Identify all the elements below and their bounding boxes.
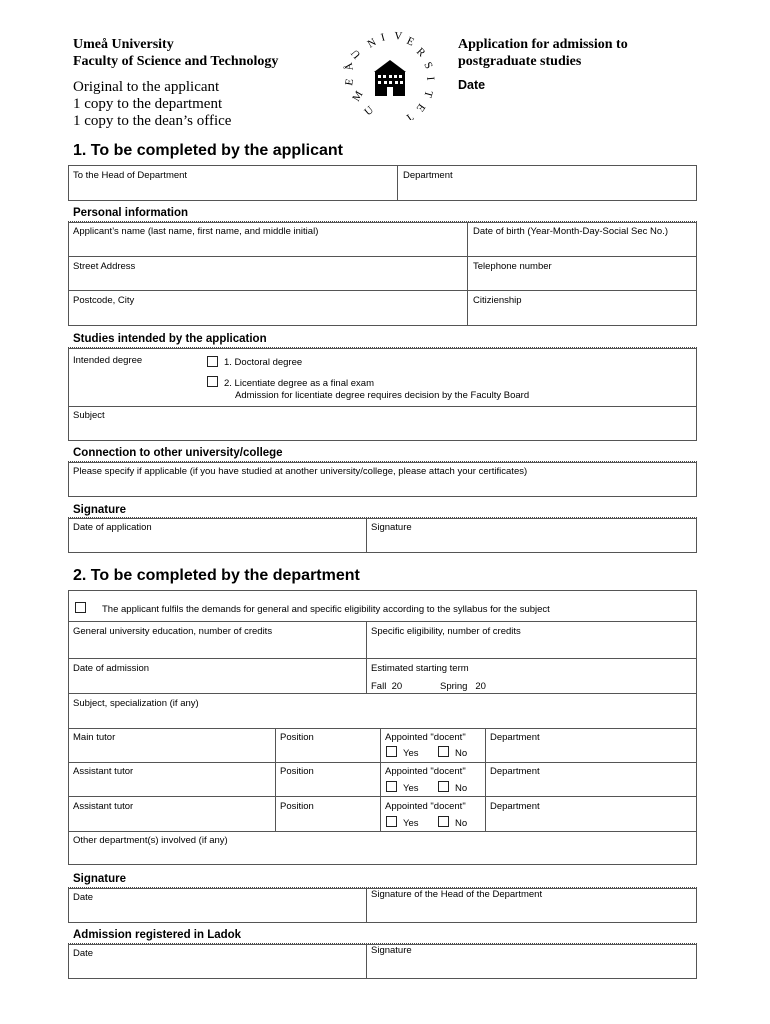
- eligibility-checkbox[interactable]: [75, 602, 86, 613]
- department-signature-title: Signature: [73, 873, 127, 885]
- seal-letter: N: [365, 36, 379, 51]
- specialization-field[interactable]: Subject, specialization (if any): [73, 698, 199, 709]
- department-field[interactable]: Department: [403, 170, 453, 181]
- head-signature-field[interactable]: Signature of the Head of the Department: [371, 889, 543, 900]
- studies-title: Studies intended by the application: [73, 333, 267, 345]
- docent-label: Appointed "docent": [385, 732, 466, 743]
- form-title-line-2: postgraduate studies: [458, 54, 582, 69]
- docent-no-label: No: [455, 748, 468, 759]
- faculty-name: Faculty of Science and Technology: [73, 54, 279, 69]
- docent-yes-checkbox[interactable]: [386, 781, 397, 792]
- section-2-title: 2. To be completed by the department: [73, 567, 360, 584]
- general-credits-field[interactable]: General university education, number of credits: [73, 626, 273, 637]
- telephone-field[interactable]: Telephone number: [473, 261, 552, 272]
- starting-term-label: Estimated starting term: [371, 663, 469, 674]
- tutor-department-field[interactable]: Department: [490, 801, 540, 812]
- seal-letter: R: [413, 45, 428, 60]
- seal-letter: U: [348, 46, 364, 61]
- specific-credits-field[interactable]: Specific eligibility, number of credits: [371, 626, 521, 637]
- citizenship-field[interactable]: Citizienship: [473, 295, 522, 306]
- postcode-city-field[interactable]: Postcode, City: [73, 295, 135, 306]
- intended-degree-label: Intended degree: [73, 355, 143, 366]
- seal-letter: T: [421, 89, 435, 99]
- spring-term-field[interactable]: Spring 20: [440, 681, 486, 692]
- section-1-title: 1. To be completed by the applicant: [73, 142, 343, 159]
- doctoral-degree-label: 1. Doctoral degree: [224, 357, 303, 368]
- licentiate-note: Admission for licentiate degree requires decision by the Faculty Board: [235, 390, 530, 401]
- other-departments-field[interactable]: Other department(s) involved (if any): [73, 835, 228, 846]
- personal-info-box: [68, 222, 697, 326]
- copy-line-1: Original to the applicant: [73, 79, 220, 95]
- docent-label: Appointed "docent": [385, 766, 466, 777]
- signature-title: Signature: [73, 504, 127, 516]
- subject-field[interactable]: Subject: [73, 410, 105, 421]
- university-name: Umeå University: [73, 37, 174, 52]
- date-of-admission-field[interactable]: Date of admission: [73, 663, 150, 674]
- seal-letter: Å: [342, 61, 356, 72]
- seal-letter: S: [421, 60, 435, 71]
- tutor-position-field[interactable]: Position: [280, 766, 314, 777]
- form-title-line-1: Application for admission to: [458, 37, 628, 52]
- tutor-role-field[interactable]: Main tutor: [73, 732, 116, 743]
- tutor-department-field[interactable]: Department: [490, 732, 540, 743]
- fall-term-field[interactable]: Fall 20: [371, 681, 403, 692]
- applicant-name-field[interactable]: Applicant’s name (last name, first name, and middle initial): [73, 226, 319, 237]
- docent-no-checkbox[interactable]: [438, 816, 449, 827]
- seal-letter: E: [404, 34, 416, 49]
- tutor-position-field[interactable]: Position: [280, 801, 314, 812]
- seal-letter: E: [413, 101, 428, 114]
- tutor-department-field[interactable]: Department: [490, 766, 540, 777]
- connection-title: Connection to other university/college: [73, 447, 283, 459]
- copy-line-2: 1 copy to the department: [73, 96, 223, 112]
- seal-letter: U: [362, 103, 377, 119]
- date-of-application-field[interactable]: Date of application: [73, 522, 152, 533]
- seal-letter: I: [424, 76, 437, 81]
- seal-letter: V: [393, 30, 403, 43]
- seal-letter: I: [379, 31, 387, 44]
- docent-no-checkbox[interactable]: [438, 781, 449, 792]
- docent-no-label: No: [455, 818, 468, 829]
- docent-label: Appointed "docent": [385, 801, 466, 812]
- connection-instructions: Please specify if applicable (if you have studied at another university/college, please attach your certificates): [73, 466, 528, 477]
- head-of-department-field[interactable]: To the Head of Department: [73, 170, 188, 181]
- header-date-label: Date: [458, 78, 486, 92]
- tutor-role-field[interactable]: Assistant tutor: [73, 766, 134, 777]
- ladok-title: Admission registered in Ladok: [73, 929, 242, 941]
- seal-letter: M: [350, 89, 366, 104]
- university-seal-logo: [340, 30, 440, 120]
- date-of-birth-field[interactable]: Date of birth (Year-Month-Day-Social Sec No.): [473, 226, 669, 237]
- street-address-field[interactable]: Street Address: [73, 261, 136, 272]
- docent-yes-label: Yes: [403, 783, 419, 794]
- copy-line-3: 1 copy to the dean’s office: [73, 113, 232, 129]
- seal-letter: E: [343, 77, 357, 87]
- seal-letter: T: [402, 110, 416, 120]
- docent-yes-label: Yes: [403, 818, 419, 829]
- doctoral-degree-checkbox[interactable]: [207, 356, 218, 367]
- docent-no-label: No: [455, 783, 468, 794]
- ladok-date-field[interactable]: Date: [73, 948, 94, 959]
- docent-yes-label: Yes: [403, 748, 419, 759]
- eligibility-statement: The applicant fulfils the demands for general and specific eligibility according to the syllabus for the subject: [102, 604, 550, 615]
- tutor-position-field[interactable]: Position: [280, 732, 314, 743]
- ladok-signature-field[interactable]: Signature: [371, 945, 412, 956]
- tutor-role-field[interactable]: Assistant tutor: [73, 801, 134, 812]
- docent-yes-checkbox[interactable]: [386, 816, 397, 827]
- personal-info-title: Personal information: [73, 207, 189, 219]
- applicant-signature-field[interactable]: Signature: [371, 522, 412, 533]
- licentiate-degree-checkbox[interactable]: [207, 376, 218, 387]
- licentiate-degree-label: 2. Licentiate degree as a final exam: [224, 378, 374, 389]
- department-date-field[interactable]: Date: [73, 892, 94, 903]
- docent-yes-checkbox[interactable]: [386, 746, 397, 757]
- docent-no-checkbox[interactable]: [438, 746, 449, 757]
